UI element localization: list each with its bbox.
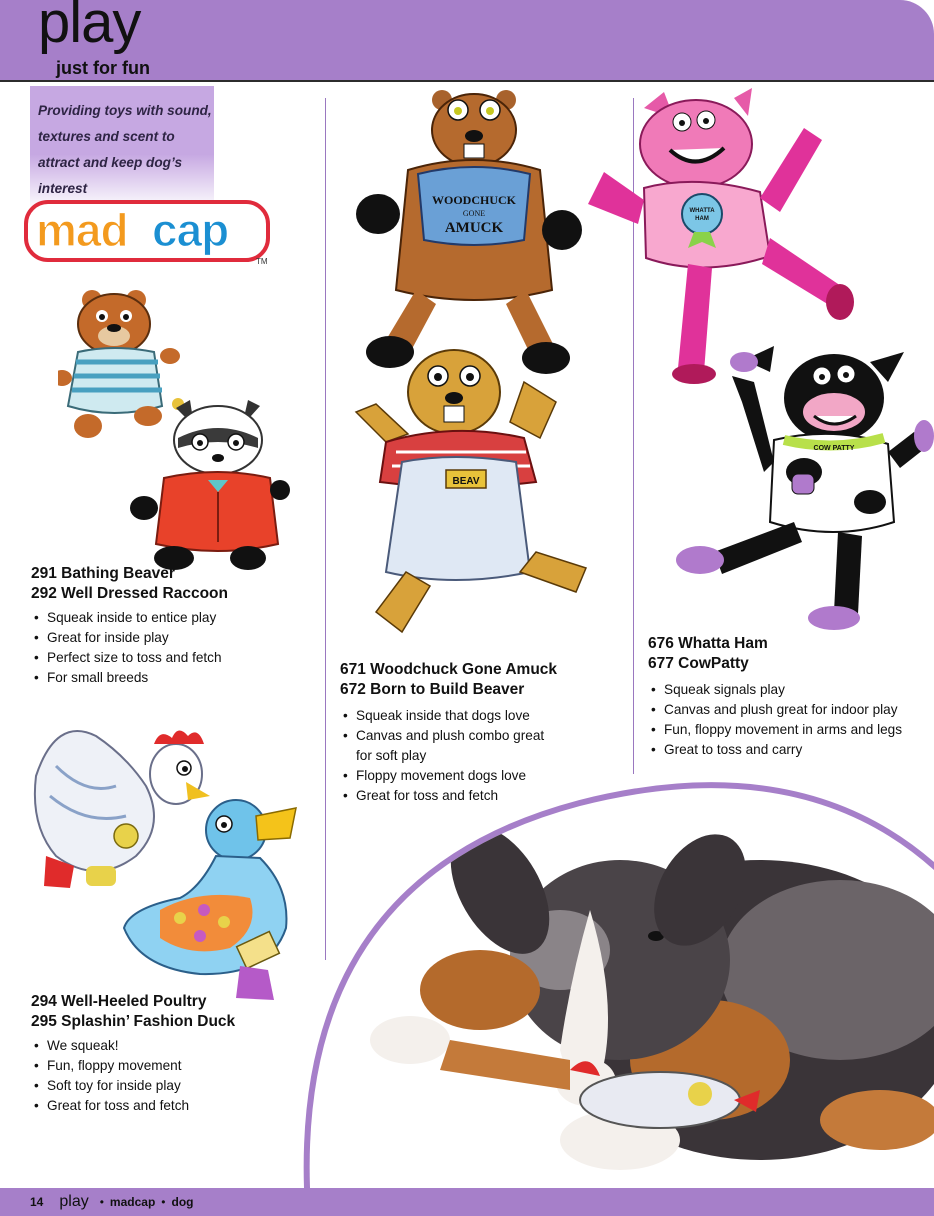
product-name: 677 CowPatty	[648, 655, 749, 672]
product-name: 672 Born to Build Beaver	[340, 681, 525, 698]
feature-item: • Great for toss and fetch	[31, 1096, 235, 1116]
feature-item: • Floppy movement dogs love	[340, 766, 554, 786]
footer-brand: madcap	[109, 1195, 156, 1209]
well-dressed-raccoon-image	[130, 396, 290, 574]
footer-section: play	[59, 1193, 89, 1210]
product-block-poultry-duck	[31, 992, 235, 1116]
svg-text:GONE: GONE	[462, 209, 486, 218]
feature-item: • Canvas and plush great for indoor play	[648, 700, 902, 720]
feature-item: • Canvas and plush combo great for soft play	[340, 726, 554, 766]
footer-category: dog	[171, 1195, 194, 1209]
svg-text:COW PATTY: COW PATTY	[813, 445, 855, 452]
feature-list	[648, 680, 902, 760]
dog-photo	[240, 760, 934, 1188]
footer-separator: •	[99, 1195, 104, 1209]
intro-text: Providing toys with sound, textures and scent to attract and keep dog’s interest	[38, 103, 212, 196]
section-title: play	[38, 0, 141, 55]
svg-text:BEAV: BEAV	[452, 476, 480, 487]
feature-item: • Squeak inside to entice play	[31, 608, 228, 628]
feature-item: • Great to toss and carry	[648, 740, 902, 760]
feature-item: • We squeak!	[31, 1036, 235, 1056]
footer-separator: •	[161, 1195, 166, 1209]
footer-band	[0, 1188, 934, 1216]
svg-text:mad: mad	[36, 204, 128, 256]
feature-item: • Squeak inside that dogs love	[340, 706, 554, 726]
page-number: 14	[30, 1195, 44, 1209]
product-name: 671 Woodchuck Gone Amuck	[340, 661, 558, 678]
feature-item: • Soft toy for inside play	[31, 1076, 235, 1096]
feature-list	[31, 608, 228, 688]
svg-text:WHATTA: WHATTA	[689, 208, 715, 214]
cowpatty-image	[674, 342, 934, 632]
svg-text:cap: cap	[152, 204, 229, 256]
product-name: 676 Whatta Ham	[648, 635, 768, 652]
product-block-ham-cowpatty	[648, 634, 902, 760]
svg-text:WOODCHUCK: WOODCHUCK	[432, 193, 516, 207]
feature-item: • Great for toss and fetch	[340, 786, 554, 806]
svg-text:TM: TM	[256, 257, 268, 266]
header-band	[0, 0, 934, 82]
woodchuck-gone-amuck-image	[356, 90, 582, 376]
feature-item: • Squeak signals play	[648, 680, 902, 700]
feature-item: • Fun, floppy movement	[31, 1056, 235, 1076]
intro-box	[30, 86, 214, 210]
product-name: 291 Bathing Beaver	[31, 565, 175, 582]
svg-text:AMUCK: AMUCK	[444, 220, 504, 236]
feature-list	[31, 1036, 235, 1116]
svg-text:HAM: HAM	[695, 216, 709, 222]
product-name: 292 Well Dressed Raccoon	[31, 585, 228, 602]
section-subtitle: just for fun	[56, 58, 150, 78]
feature-item: • For small breeds	[31, 668, 228, 688]
product-block-beaver-raccoon	[31, 564, 228, 688]
product-name: 294 Well-Heeled Poultry	[31, 993, 207, 1010]
feature-item: • Perfect size to toss and fetch	[31, 648, 228, 668]
madcap-logo	[24, 196, 274, 268]
feature-item: • Fun, floppy movement in arms and legs	[648, 720, 902, 740]
product-name: 295 Splashin’ Fashion Duck	[31, 1013, 236, 1030]
feature-item: • Great for inside play	[31, 628, 228, 648]
